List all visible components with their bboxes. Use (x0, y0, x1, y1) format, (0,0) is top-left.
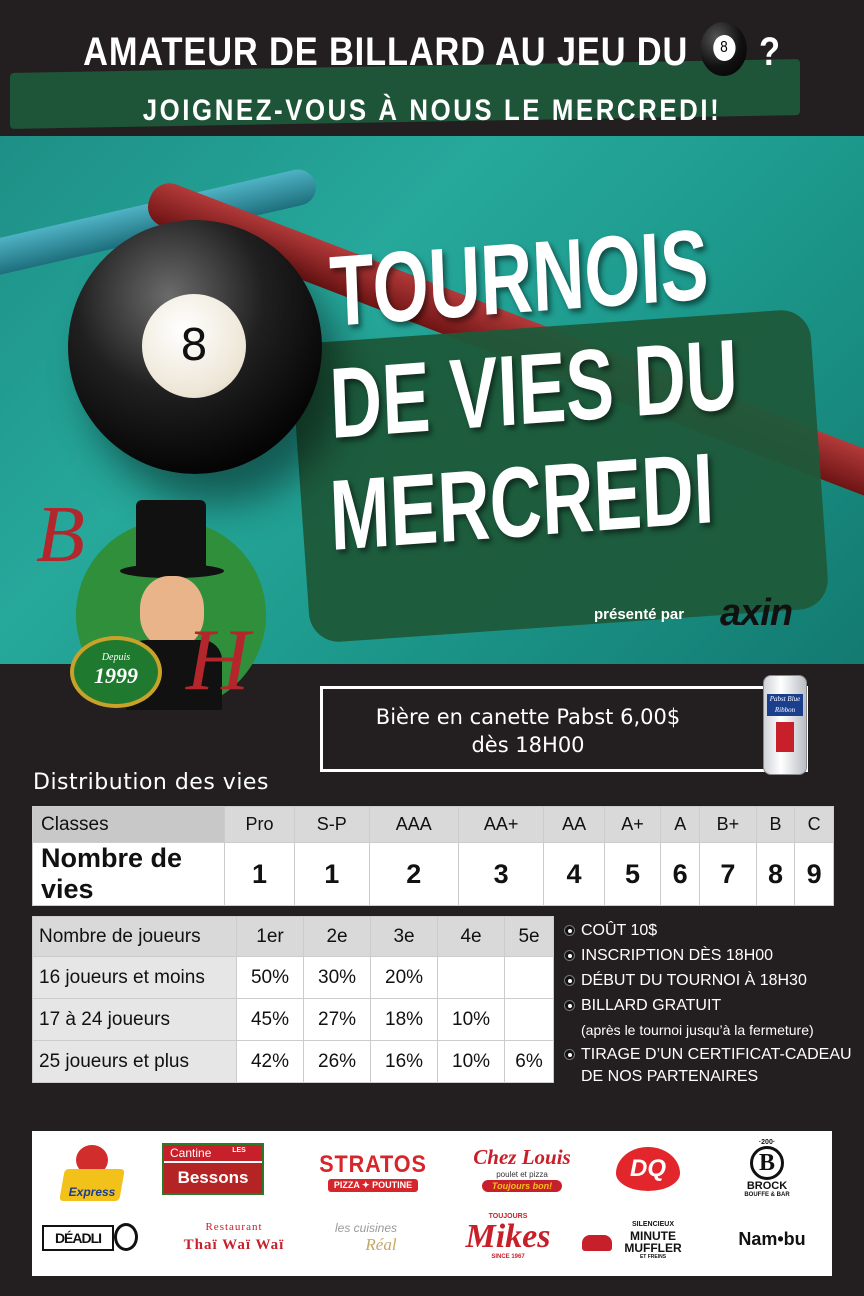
classes-label: Classes (33, 807, 225, 843)
cuisines-real-logo: les cuisines Réal (334, 1221, 398, 1254)
beer-can-icon (763, 675, 807, 775)
beer-offer-text (323, 703, 733, 759)
since-badge (70, 636, 162, 708)
place-header: 2e (304, 917, 371, 957)
percent-cell: 50% (237, 957, 304, 999)
deadli-logo: DÉADLI (42, 1219, 138, 1257)
info-cost: COÛT 10$ (581, 922, 658, 939)
lives-cell: 8 (756, 843, 795, 906)
info-free-billiard: BILLARD GRATUIT (581, 997, 722, 1014)
percent-cell: 16% (371, 1041, 438, 1083)
badge-since-label: Depuis (101, 652, 131, 663)
class-cell: B+ (700, 807, 757, 843)
class-cell: AAA (369, 807, 458, 843)
brock-logo: ·200· B BROCK BOUFFE & BAR (744, 1139, 790, 1198)
presented-by-label: présenté par (594, 606, 685, 623)
beer-time: dès 18H00 (471, 733, 585, 757)
info-start: DÉBUT DU TOURNOI À 18H30 (581, 972, 807, 989)
percent-cell: 30% (304, 957, 371, 999)
lives-cell: 1 (294, 843, 369, 906)
info-free-billiard-note: (après le tournoi jusqu’à la fermeture) (581, 1022, 814, 1038)
eight-ball-image (68, 220, 322, 474)
lives-cell: 9 (795, 843, 834, 906)
express-logo: Express (62, 1145, 122, 1201)
info-draw: TIRAGE D’UN CERTIFICAT-CADEAU (581, 1046, 852, 1063)
lives-cell: 3 (458, 843, 544, 906)
car-icon (582, 1235, 612, 1251)
prize-split-table (32, 916, 554, 1083)
list-item (564, 968, 864, 993)
table-row (33, 999, 554, 1041)
lives-distribution-table (32, 806, 834, 906)
class-cell: A (661, 807, 700, 843)
info-registration: INSCRIPTION DÈS 18H00 (581, 947, 774, 964)
lives-cell: 7 (700, 843, 757, 906)
lives-row (33, 843, 834, 906)
lives-cell: 4 (544, 843, 604, 906)
lives-cell: 6 (661, 843, 700, 906)
eight-ball-number: 8 (713, 35, 735, 61)
cantine-les-bessons-logo: Cantine LES Bessons (162, 1143, 264, 1195)
list-item (564, 1042, 864, 1067)
beer-offer-box (320, 686, 808, 772)
players-cell: 25 joueurs et plus (33, 1041, 237, 1083)
players-cell: 16 joueurs et moins (33, 957, 237, 999)
percent-cell: 20% (371, 957, 438, 999)
stratos-logo: STRATOS PIZZA ✦ POUTINE (319, 1151, 427, 1190)
beer-price: Bière en canette Pabst 6,00$ (375, 705, 681, 729)
headline-question (60, 30, 803, 76)
percent-cell: 6% (505, 1041, 554, 1083)
percent-cell: 10% (438, 1041, 505, 1083)
class-cell: A+ (604, 807, 661, 843)
class-cell: C (795, 807, 834, 843)
minute-muffler-logo: SILENCIEUX MINUTE MUFFLER ET FREINS (582, 1221, 692, 1261)
percent-cell: 10% (438, 999, 505, 1041)
eight-ball-icon (700, 22, 746, 76)
mikes-logo: TOUJOURS Mikes SINCE 1967 (465, 1213, 551, 1260)
title-line-3: MERCREDI (327, 432, 716, 572)
class-cell: S-P (294, 807, 369, 843)
badge-year: 1999 (94, 663, 138, 688)
classes-row (33, 807, 834, 843)
sponsor-logos-panel (32, 1131, 832, 1276)
table-row (33, 1041, 554, 1083)
title-line-2: DE VIES DU (327, 318, 740, 460)
list-item (564, 993, 864, 1018)
headline-invite: JOIGNEZ-VOUS À NOUS LE MERCREDI! (142, 94, 722, 127)
title-line-1: TOURNOIS (327, 208, 711, 348)
percent-cell (438, 957, 505, 999)
percent-cell: 27% (304, 999, 371, 1041)
lives-cell: 1 (225, 843, 295, 906)
tournament-info-list (564, 918, 864, 1087)
eight-ball-bullet-icon (564, 950, 575, 961)
lives-distribution-title: Distribution des vies (33, 770, 269, 795)
place-header: 4e (438, 917, 505, 957)
class-cell: AA (544, 807, 604, 843)
logo-letter-b: B (36, 491, 85, 579)
headline-question-mark: ? (758, 30, 781, 74)
nambu-logo: Nam•bu (738, 1229, 806, 1249)
lives-label: Nombre de vies (33, 843, 225, 906)
table-row (33, 957, 554, 999)
class-cell: B (756, 807, 795, 843)
beer-can-ribbon (776, 722, 794, 752)
dairy-queen-logo: DQ (616, 1147, 680, 1191)
lives-cell: 2 (369, 843, 458, 906)
eight-ball-bullet-icon (564, 1000, 575, 1011)
bar-mascot-logo (36, 490, 270, 720)
beer-can-label: Pabst Blue Ribbon (767, 694, 803, 716)
percent-cell: 42% (237, 1041, 304, 1083)
players-header: Nombre de joueurs (33, 917, 237, 957)
headline-text: AMATEUR DE BILLARD AU JEU DU (83, 30, 689, 74)
eight-ball-bullet-icon (564, 1049, 575, 1060)
top-hat-icon (136, 500, 206, 570)
place-header: 1er (237, 917, 304, 957)
lives-cell: 5 (604, 843, 661, 906)
percent-cell (505, 999, 554, 1041)
info-draw-line-2: DE NOS PARTENAIRES (581, 1068, 759, 1085)
chez-louis-logo: Chez Louis poulet et pizza Toujours bon! (473, 1145, 571, 1191)
tournament-title (327, 208, 830, 572)
list-item (564, 918, 864, 943)
axin-logo: axin (720, 592, 793, 634)
percent-cell (505, 957, 554, 999)
eight-ball-bullet-icon (564, 925, 575, 936)
percent-cell: 18% (371, 999, 438, 1041)
eight-ball-face: 8 (142, 294, 246, 398)
players-cell: 17 à 24 joueurs (33, 999, 237, 1041)
logo-letter-h: H (186, 612, 250, 709)
place-header: 5e (505, 917, 554, 957)
header (0, 0, 864, 136)
percent-cell: 26% (304, 1041, 371, 1083)
thai-wai-wai-logo: Restaurant Thaï Waï Waï (183, 1221, 285, 1253)
percent-cell: 45% (237, 999, 304, 1041)
prize-header-row (33, 917, 554, 957)
class-cell: AA+ (458, 807, 544, 843)
class-cell: Pro (225, 807, 295, 843)
eight-ball-bullet-icon (564, 975, 575, 986)
list-item (564, 943, 864, 968)
place-header: 3e (371, 917, 438, 957)
